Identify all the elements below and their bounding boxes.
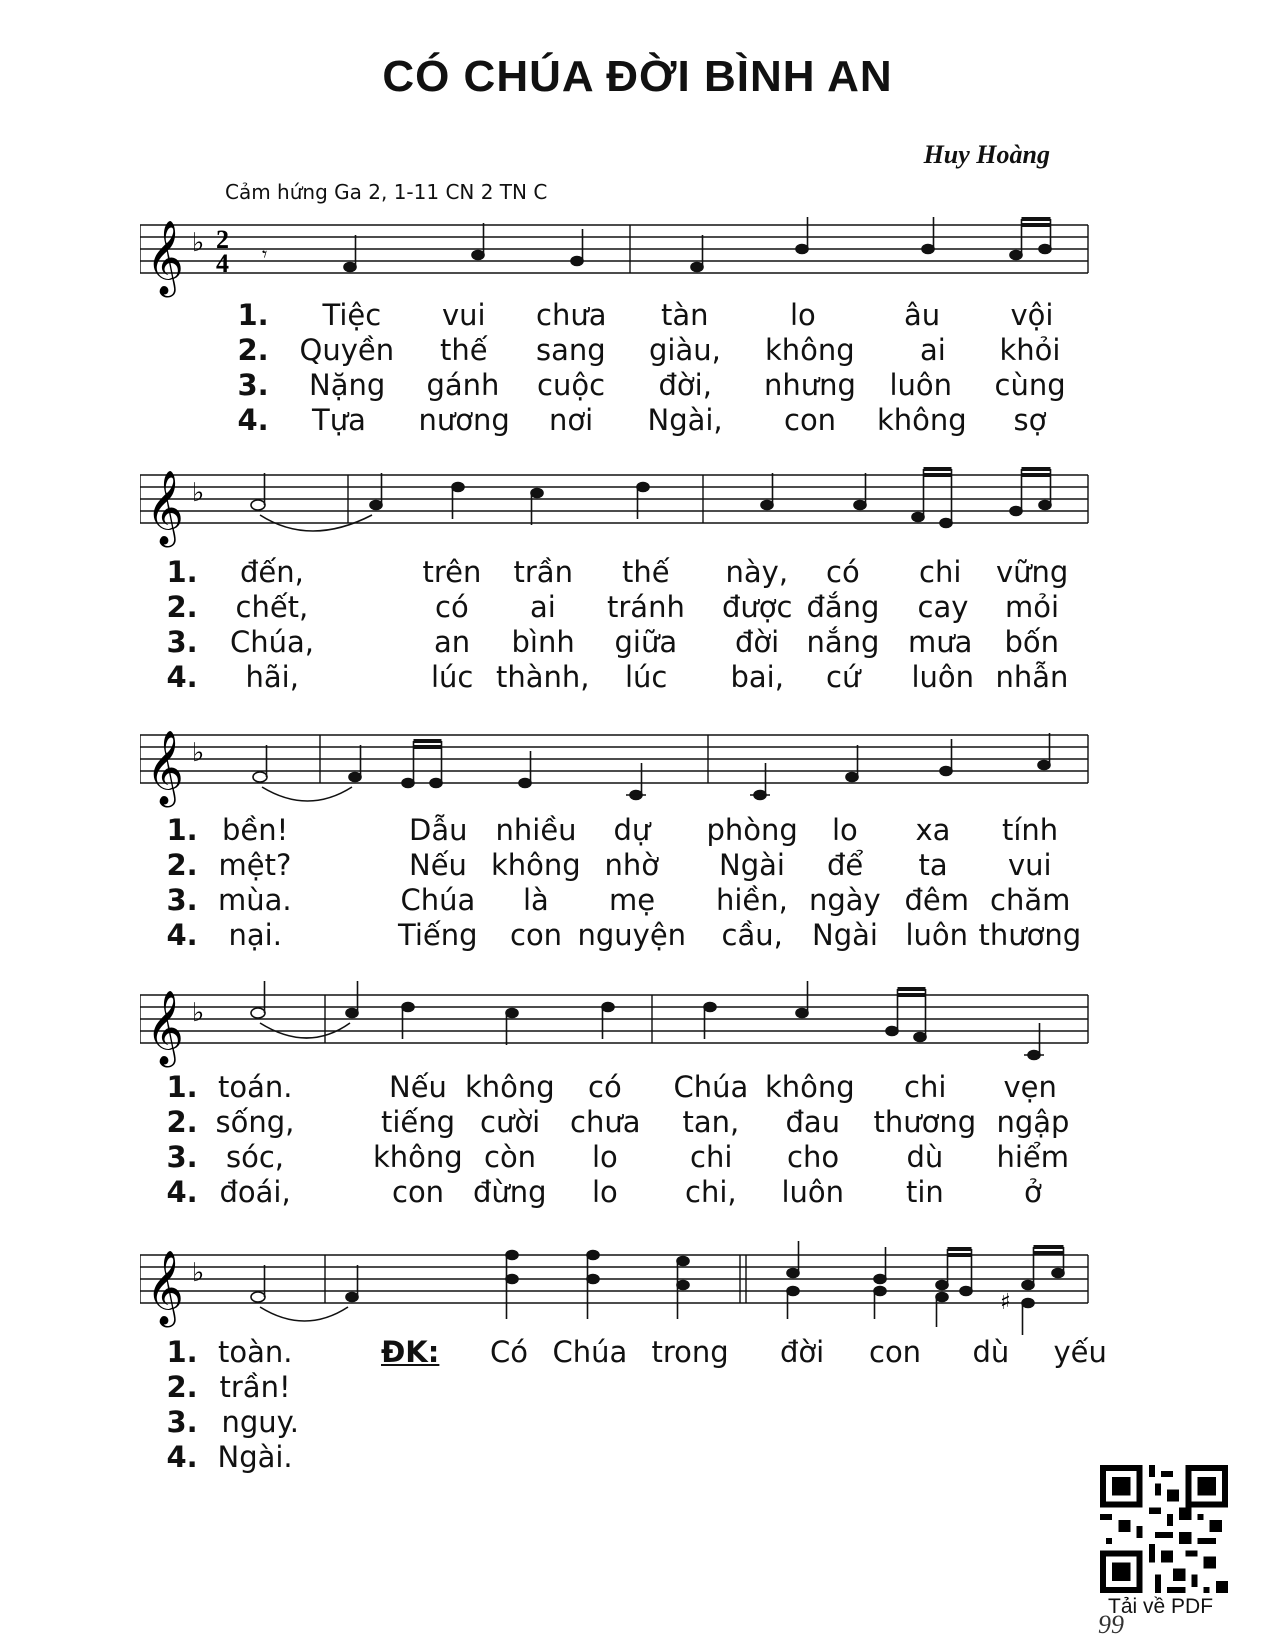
lyric-word: được (722, 590, 793, 624)
music-staff-1 (140, 205, 1140, 325)
lyric-word: Nếu (389, 1070, 447, 1104)
flat-key-signature: ♭ (192, 1258, 205, 1288)
lyric-word: toàn. (218, 1335, 293, 1369)
lyric-word: vui (1008, 848, 1052, 882)
lyric-word: đêm (904, 883, 969, 917)
lyric-word: Ngài (812, 918, 878, 952)
sharp-accidental: ♯ (1000, 1290, 1011, 1315)
lyric-word: tính (1002, 813, 1059, 847)
lyric-word: trần (513, 555, 573, 589)
lyric-word: an (434, 625, 471, 659)
lyric-word: Ngài, (647, 403, 723, 437)
lyric-word: nguy. (221, 1405, 299, 1439)
lyric-word: cùng (994, 368, 1066, 402)
lyric-word: xa (915, 813, 951, 847)
lyric-word: mệt? (218, 848, 292, 882)
lyric-word: sóc, (226, 1140, 285, 1174)
eighth-rest: 𝄾 (262, 242, 268, 266)
lyric-word: vui (442, 298, 486, 332)
notes (253, 733, 1050, 801)
lyric-word: gánh (426, 368, 500, 402)
verse-number: 3. (166, 1405, 198, 1439)
lyric-word: chi, (685, 1175, 737, 1209)
lyric-word: vội (1010, 298, 1054, 332)
verse-number: 4. (237, 403, 269, 437)
lyric-word: ta (918, 848, 948, 882)
lyric-word: thế (440, 333, 488, 367)
lyric-word: ngập (996, 1105, 1070, 1139)
lyric-word: mỏi (1005, 590, 1060, 624)
lyric-word: Chúa (552, 1335, 628, 1369)
lyric-word: dù (906, 1140, 944, 1174)
lyric-word: hiền, (716, 883, 788, 917)
verse-number: 3. (166, 625, 198, 659)
lyric-word: chưa (570, 1105, 641, 1139)
time-signature-top: 2 (216, 225, 229, 254)
verse-number: 3. (166, 1140, 198, 1174)
lyric-word: vẹn (1003, 1070, 1057, 1104)
lyric-word: cho (787, 1140, 840, 1174)
lyric-word: chăm (990, 883, 1071, 917)
lyric-word: luôn (781, 1175, 845, 1209)
lyric-word: cuộc (537, 368, 606, 402)
lyric-word: đau (785, 1105, 841, 1139)
lyric-word: thế (622, 555, 670, 589)
notes (251, 469, 1051, 531)
lyric-word: Quyền (299, 333, 395, 367)
lyric-word: con (784, 403, 837, 437)
lyric-word: thành, (496, 660, 590, 694)
verse-number: 3. (237, 368, 269, 402)
lyric-word: không (373, 1140, 463, 1174)
lyric-word: đến, (240, 555, 304, 589)
lyric-word: con (869, 1335, 922, 1369)
qr-code (1100, 1465, 1228, 1593)
lyric-word: chi (904, 1070, 947, 1104)
treble-clef: 𝄞 (146, 731, 184, 805)
lyric-word: nhiều (495, 813, 577, 847)
lyric-word: luôn (905, 918, 969, 952)
lyric-word: Chúa (400, 883, 476, 917)
verse-number: 4. (166, 660, 198, 694)
lyric-word: chết, (235, 590, 309, 624)
download-pdf-link[interactable]: Tải về PDF (1108, 1595, 1214, 1618)
verse-number: 2. (166, 1105, 198, 1139)
notes (251, 981, 1044, 1060)
lyric-word: con (510, 918, 563, 952)
lyric-word: giữa (614, 625, 678, 659)
lyric-word: luôn (911, 660, 975, 694)
flat-key-signature: ♭ (192, 228, 205, 258)
lyric-word: đời, (658, 368, 712, 402)
song-title: CÓ CHÚA ĐỜI BÌNH AN (382, 52, 893, 101)
lyric-word: Tiếng (398, 918, 478, 952)
lyric-word: bền! (222, 813, 289, 847)
treble-clef: 𝄞 (146, 991, 184, 1065)
lyric-word: tan, (682, 1105, 740, 1139)
lyric-word: trên (422, 555, 482, 589)
lyric-word: nắng (806, 625, 880, 659)
lyric-word: phòng (706, 813, 798, 847)
lyric-word: lo (790, 298, 816, 332)
lyric-word: Nếu (409, 848, 467, 882)
lyric-word: là (523, 883, 549, 917)
lyric-word: chi (919, 555, 962, 589)
verse-number: 1. (237, 298, 269, 332)
lyric-word: lo (592, 1175, 618, 1209)
lyric-word: trong (651, 1335, 729, 1369)
verse-number: 2. (166, 1370, 198, 1404)
lyric-word: đừng (473, 1175, 547, 1209)
verse-number: 4. (166, 1175, 198, 1209)
lyric-word: nhờ (604, 848, 660, 882)
lyric-word: tin (906, 1175, 944, 1209)
verse-number: 4. (166, 1440, 198, 1474)
lyric-word: để (827, 848, 864, 882)
inspiration-note: Cảm hứng Ga 2, 1-11 CN 2 TN C (225, 180, 548, 204)
lyric-word: sợ (1013, 403, 1047, 437)
lyric-word: có (435, 590, 469, 624)
lyric-word: nhưng (764, 368, 856, 402)
lyric-word: không (765, 1070, 855, 1104)
lyric-word: lúc (625, 660, 668, 694)
lyric-word: mẹ (609, 883, 656, 917)
lyric-word: lo (832, 813, 858, 847)
verse-number: 1. (166, 555, 198, 589)
lyric-word: cay (917, 590, 969, 624)
lyric-word: Có (490, 1335, 528, 1369)
flat-key-signature: ♭ (192, 998, 205, 1028)
lyric-word: ở (1024, 1175, 1042, 1209)
time-signature-bottom: 4 (216, 249, 229, 278)
lyric-word: thương (978, 918, 1082, 952)
flat-key-signature: ♭ (192, 738, 205, 768)
treble-clef: 𝄞 (146, 221, 184, 295)
lyric-word: nương (418, 403, 510, 437)
lyric-word: đời (735, 625, 780, 659)
verse-number: 4. (166, 918, 198, 952)
lyric-word: Chúa, (230, 625, 314, 659)
lyric-word: cầu, (721, 918, 783, 952)
verse-number: 1. (166, 1070, 198, 1104)
lyric-word: tiếng (381, 1105, 456, 1139)
lyric-word: dù (972, 1335, 1010, 1369)
lyric-word: cười (480, 1105, 541, 1139)
lyric-word: chưa (536, 298, 607, 332)
lyric-word: hãi, (245, 660, 299, 694)
lyric-word: không (765, 333, 855, 367)
lyric-word: vững (996, 555, 1069, 589)
lyric-word: còn (484, 1140, 537, 1174)
verse-number: 2. (237, 333, 269, 367)
lyric-word: cứ (826, 660, 861, 694)
lyric-word: lúc (431, 660, 474, 694)
lyric-word: toán. (218, 1070, 293, 1104)
lyric-word: bốn (1004, 625, 1060, 659)
flat-key-signature: ♭ (192, 478, 205, 508)
lyric-word: luôn (889, 368, 953, 402)
lyric-word: có (588, 1070, 622, 1104)
lyric-word: giàu, (649, 333, 721, 367)
treble-clef: 𝄞 (146, 1251, 184, 1325)
lyric-word: này, (725, 555, 789, 589)
lyric-word: dự (613, 813, 651, 847)
lyric-word: có (826, 555, 860, 589)
lyric-word: lo (592, 1140, 618, 1174)
lyric-word: chi (690, 1140, 733, 1174)
lyric-word: mùa. (218, 883, 292, 917)
refrain-label: ĐK: (381, 1335, 440, 1369)
lyric-word: ngày (809, 883, 881, 917)
lyric-word: Ngài. (217, 1440, 293, 1474)
lyric-word: ai (920, 333, 946, 367)
treble-clef: 𝄞 (146, 471, 184, 545)
lyric-word: Dẫu (409, 813, 468, 847)
lyric-word: Ngài (719, 848, 785, 882)
lyric-word: không (877, 403, 967, 437)
verse-number: 2. (166, 848, 198, 882)
lyric-word: Nặng (309, 368, 386, 402)
lyric-word: Chúa (673, 1070, 749, 1104)
verse-number: 2. (166, 590, 198, 624)
composer-name: Huy Hoàng (923, 140, 1050, 169)
lyric-word: đời (780, 1335, 825, 1369)
lyric-word: Tiệc (322, 298, 382, 332)
lyric-word: thương (873, 1105, 977, 1139)
lyric-word: bình (511, 625, 575, 659)
lyric-word: ai (530, 590, 556, 624)
lyric-word: nguyện (577, 918, 687, 952)
verse-number: 1. (166, 1335, 198, 1369)
lyric-word: đắng (806, 590, 880, 624)
lyric-word: không (491, 848, 581, 882)
lyric-word: bai, (730, 660, 784, 694)
lyric-word: tàn (661, 298, 709, 332)
lyric-word: Tựa (312, 403, 366, 437)
lyric-word: tránh (607, 590, 685, 624)
lyric-word: nại. (228, 918, 282, 952)
verse-number: 1. (166, 813, 198, 847)
lyric-word: khỏi (999, 333, 1061, 367)
lyric-word: âu (904, 298, 941, 332)
lyric-word: mưa (908, 625, 973, 659)
lyric-word: con (392, 1175, 445, 1209)
lyric-word: hiểm (996, 1140, 1070, 1174)
verse-number: 3. (166, 883, 198, 917)
lyric-word: trần! (219, 1370, 291, 1404)
lyric-word: nơi (549, 403, 594, 437)
lyric-word: yếu (1053, 1335, 1107, 1369)
lyric-word: sang (536, 333, 606, 367)
lyric-word: không (465, 1070, 555, 1104)
lyric-word: nhẫn (995, 660, 1069, 694)
lyric-word: đoái, (219, 1175, 291, 1209)
lyric-word: sống, (215, 1105, 295, 1139)
page-number: 99 (1098, 1610, 1124, 1639)
